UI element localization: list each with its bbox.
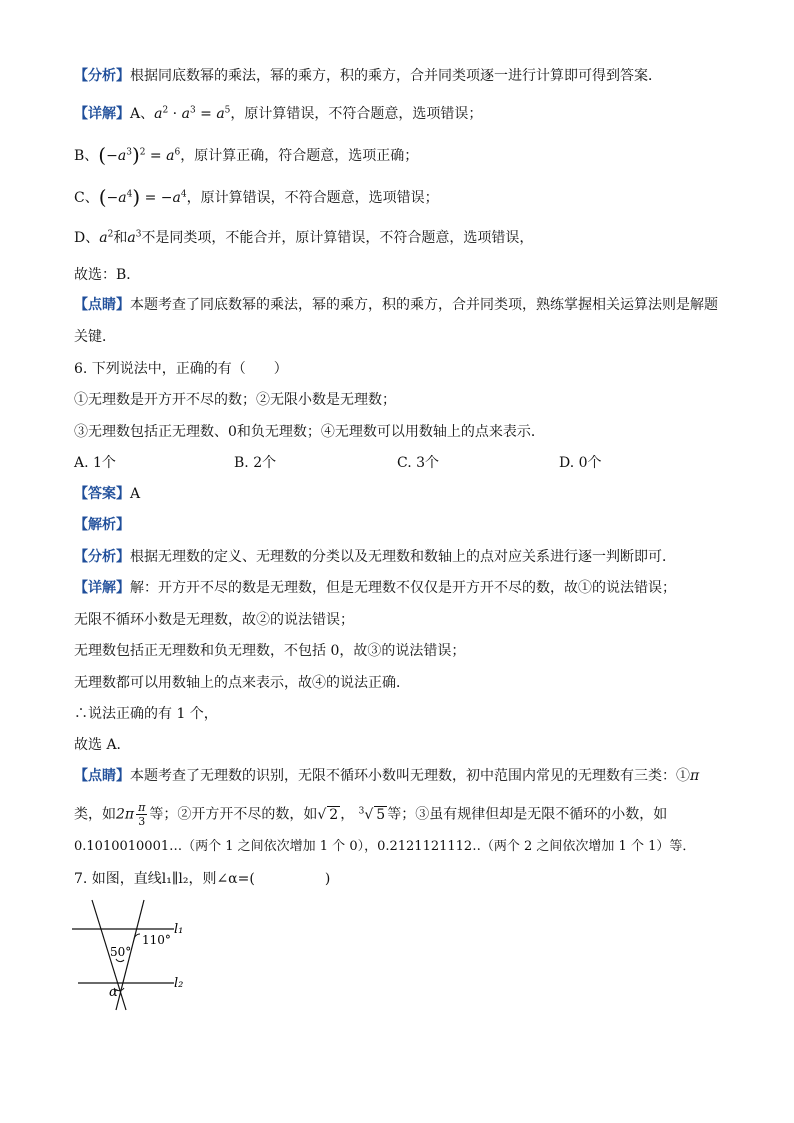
analysis-tag: 【分析】 — [74, 549, 130, 565]
pi-over-3-fraction — [136, 801, 147, 828]
formula-b: $(-a^3)^2 = a^6$ — [98, 143, 181, 167]
q5-analysis — [74, 67, 662, 85]
sqrt-radicand: 2 — [329, 806, 339, 823]
q6-solution-tag — [74, 516, 130, 534]
analysis-text: 根据同底数幂的乘法，幂的乘方，积的乘方，合并同类项逐一进行计算即可得到答案． — [130, 68, 662, 84]
label-angle-110: 110° — [142, 933, 171, 947]
label-angle-50: 50° — [110, 945, 132, 959]
q6-detail-4: 无理数都可以用数轴上的点来表示，故④的说法正确． — [74, 675, 410, 691]
q6-answer — [74, 485, 140, 503]
option-a-text: ，原计算错误，不符合题意，选项错误； — [230, 106, 483, 122]
option-a: A. 1个 — [74, 455, 116, 471]
formula-c: $(-a^4) = -a^4$ — [98, 185, 187, 209]
q6-comment-line1 — [74, 767, 699, 785]
answer-tag: 【答案】 — [74, 486, 130, 502]
q7-stem: 7. 如图，直线l₁∥l₂，则∠α=( ) — [74, 871, 331, 887]
sqrt-2: √ 2 — [317, 806, 339, 823]
answer-value: A — [130, 486, 141, 502]
option-b-text: ，原计算正确，符合题意，选项正确； — [180, 148, 419, 164]
option-b: B. 2个 — [234, 455, 277, 471]
option-c-text: ，原计算错误，不符合题意，选项错误； — [186, 190, 439, 206]
cbrt-5: $^3$√ 5 — [358, 805, 386, 823]
cbrt-radicand: 5 — [376, 806, 386, 823]
formula-a: $a^2 \cdot a^3 = a^5$ — [154, 105, 231, 122]
option-b-prefix: B、 — [74, 148, 99, 164]
fraction-denominator: 3 — [138, 815, 146, 828]
q5-detail-b — [74, 143, 419, 167]
analysis-text: 根据无理数的定义、无理数的分类以及无理数和数轴上的点对应关系进行逐一判断即可． — [130, 549, 676, 565]
q6-comment-line2: 类，如2π $\frac{\pi}{3}$ 等；②开方开不尽的数，如√ 2 ， $^3$√ 5 等；③虽有规律但却是无限不循环的小数，如 — [74, 801, 668, 828]
q6-detail-1 — [74, 579, 676, 597]
q6-detail-2: 无限不循环小数是无理数，故②的说法错误； — [74, 612, 354, 628]
comment-text-b: 等；②开方开不尽的数，如 — [149, 806, 318, 823]
comment-tag: 【点睛】 — [74, 768, 130, 784]
parallel-lines-figure — [66, 898, 196, 1013]
option-d-prefix: D、 — [74, 230, 100, 246]
two-pi: 2π — [116, 806, 135, 823]
q5-detail-a — [74, 105, 482, 123]
q5-detail-d: D、$a^2$和$a^3$不是同类项，不能合并，原计算错误，不符合题意，选项错误， — [74, 229, 534, 246]
q6-statements-2: ③无理数包括正无理数、0和负无理数；④无理数可以用数轴上的点来表示． — [74, 424, 545, 440]
q6-detail-3: 无理数包括正无理数和负无理数，不包括 0，故③的说法错误； — [74, 643, 466, 659]
comment-text: 本题考查了同底数幂的乘法，幂的乘方，积的乘方，合并同类项，熟练掌握相关运算法则是解题 — [130, 297, 718, 313]
q5-conclusion: 故选：B． — [74, 267, 141, 283]
label-angle-alpha: α — [109, 985, 118, 1000]
comment-text: 本题考查了无理数的识别，无限不循环小数叫无理数，初中范围内常见的无理数有三类：① — [130, 768, 690, 784]
pi-symbol: π — [690, 768, 700, 784]
q5-detail-c — [74, 185, 439, 209]
q6-stem: 6. 下列说法中，正确的有（ ） — [74, 361, 288, 377]
q6-conclusion: 故选 A． — [74, 737, 131, 753]
option-d: D. 0个 — [559, 455, 602, 471]
comment-text-c: 等；③虽有规律但却是无限不循环的小数，如 — [387, 806, 668, 823]
comment-text-a: 类，如 — [74, 806, 116, 823]
cbrt-index: 3 — [358, 805, 365, 816]
analysis-tag: 【分析】 — [74, 68, 130, 84]
q6-analysis — [74, 548, 676, 566]
q5-comment-line1 — [74, 296, 718, 314]
angle-50-arc — [116, 959, 124, 962]
solution-tag: 【解析】 — [74, 517, 130, 533]
label-l1: l₁ — [174, 922, 184, 937]
label-l2: l₂ — [174, 976, 184, 991]
option-d-text: 不是同类项，不能合并，原计算错误，不符合题意，选项错误， — [141, 230, 534, 246]
fraction-numerator: π — [138, 801, 146, 814]
option-c: C. 3个 — [397, 455, 440, 471]
option-d-mid: 和 — [113, 230, 128, 246]
q6-detail-5: ∴说法正确的有 1 个， — [74, 706, 218, 722]
q6-comment-line3: 0.1010010001…（两个 1 之间依次增加 1 个 0），0.2121121112‥（两个 2 之间依次增加 1 个 1）等． — [74, 839, 696, 854]
detail-tag: 【详解】 — [74, 580, 130, 596]
option-c-prefix: C、 — [74, 190, 99, 206]
detail-tag: 【详解】 — [74, 106, 130, 122]
q5-comment-line2: 关键． — [74, 329, 116, 345]
option-a-prefix: A、 — [130, 106, 155, 122]
comment-tag: 【点睛】 — [74, 297, 130, 313]
detail-text: 解：开方开不尽的数是无理数，但是无理数不仅仅是开方开不尽的数，故①的说法错误； — [130, 580, 676, 596]
q6-statements-1: ①无理数是开方开不尽的数；②无限小数是无理数； — [74, 392, 396, 408]
